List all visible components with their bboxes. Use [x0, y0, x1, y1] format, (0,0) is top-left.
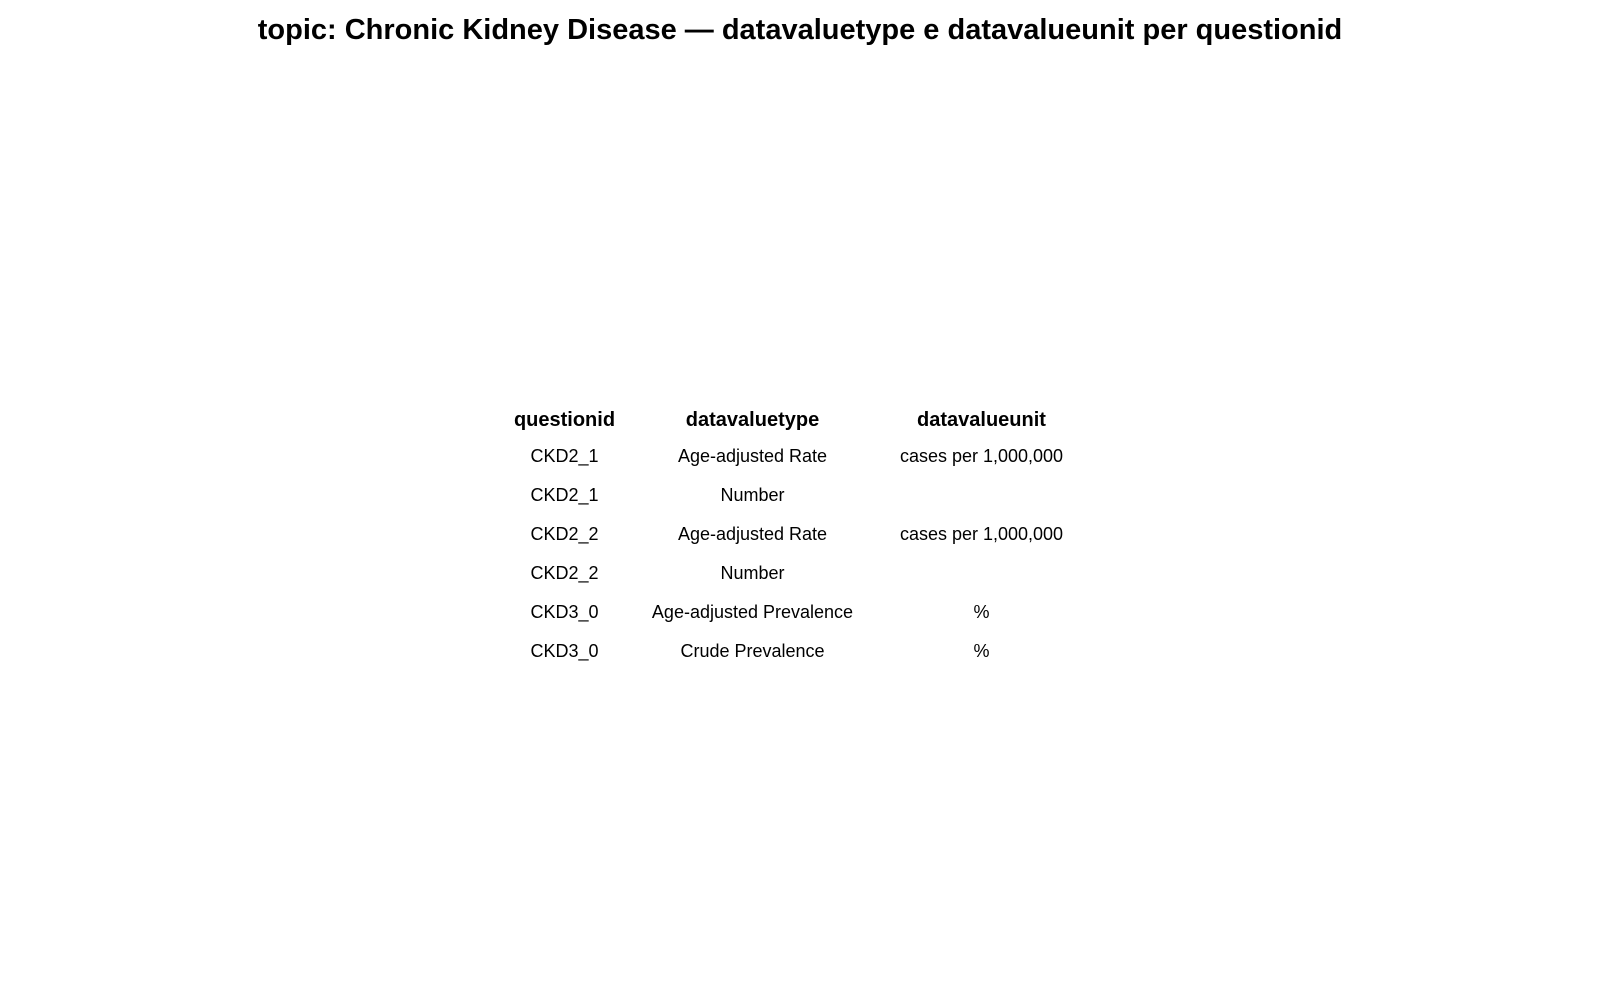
cell-questionid: CKD2_2 [530, 524, 599, 544]
column-header-datavalueunit: datavalueunit [917, 408, 1046, 431]
cell-questionid: CKD3_0 [530, 641, 599, 661]
cell-datavalueunit: cases per 1,000,000 [899, 446, 1064, 466]
cell-datavaluetype: Number [720, 563, 785, 583]
cell-datavaluetype: Number [720, 485, 785, 505]
chart-title: topic: Chronic Kidney Disease — datavaluetype e datavalueunit per questionid [257, 14, 1343, 46]
cell-questionid: CKD2_1 [530, 446, 599, 466]
table-row [496, 593, 1091, 632]
table-row [496, 476, 1091, 515]
cell-datavalueunit [872, 554, 1091, 593]
cell-datavaluetype: Crude Prevalence [680, 641, 825, 661]
table-header-row [496, 403, 1091, 437]
cell-questionid: CKD2_1 [530, 485, 599, 505]
cell-datavaluetype: Age-adjusted Prevalence [651, 602, 854, 622]
cell-questionid: CKD2_2 [530, 563, 599, 583]
table-row [496, 632, 1091, 671]
cell-datavaluetype: Age-adjusted Rate [677, 446, 828, 466]
cell-questionid: CKD3_0 [530, 602, 599, 622]
cell-datavalueunit: cases per 1,000,000 [899, 524, 1064, 544]
column-header-questionid: questionid [513, 408, 616, 431]
cell-datavaluetype: Age-adjusted Rate [677, 524, 828, 544]
cell-datavalueunit: % [973, 641, 990, 661]
column-header-datavaluetype: datavaluetype [685, 408, 820, 431]
table-row [496, 515, 1091, 554]
table-row [496, 554, 1091, 593]
cell-datavalueunit [872, 476, 1091, 515]
table-container [0, 403, 1600, 671]
data-table [496, 403, 1091, 671]
table-row [496, 437, 1091, 476]
cell-datavalueunit: % [973, 602, 990, 622]
